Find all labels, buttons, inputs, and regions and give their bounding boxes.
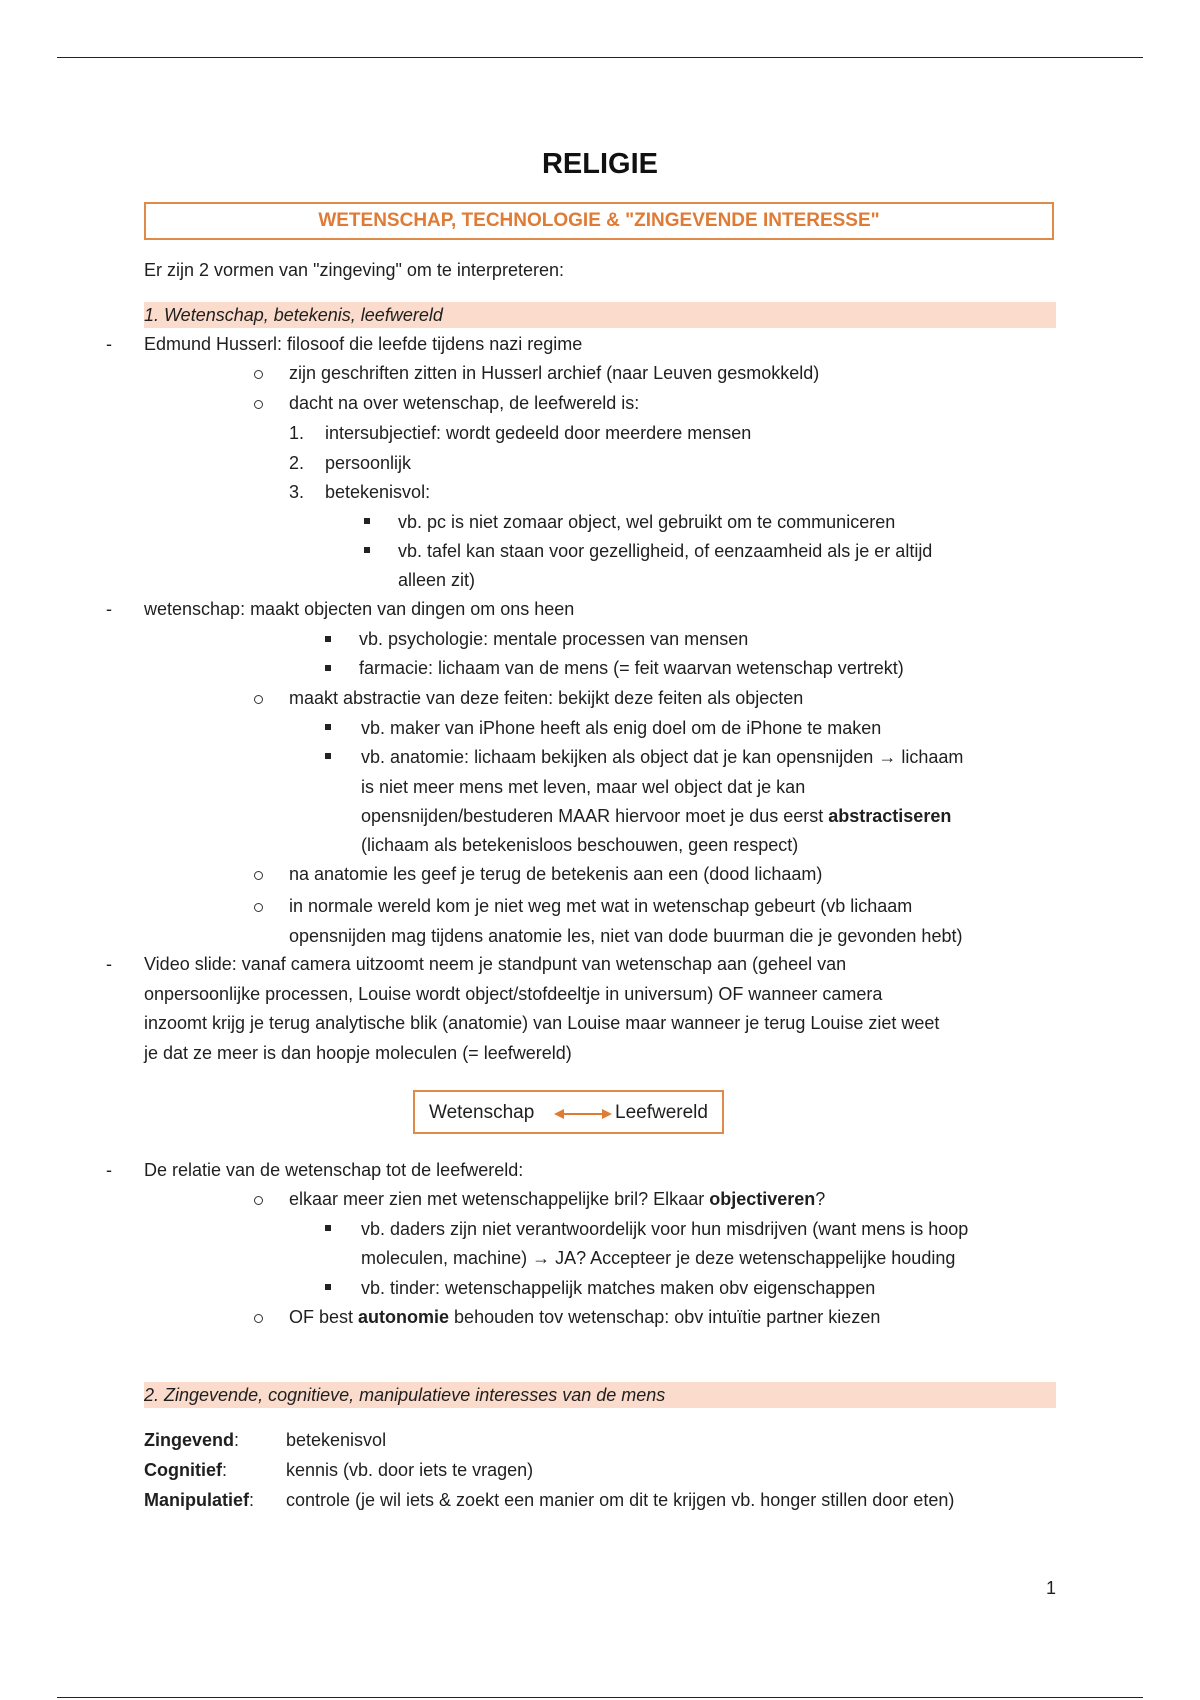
- objectify-bold: objectiveren: [709, 1189, 816, 1209]
- example-offenders-2: moleculen, machine) → JA? Accepteer je deze wetenschappelijke houding: [361, 1248, 956, 1268]
- sub-normal-world: in normale wereld kom je niet weg met wat in wetenschap gebeurt (vb lichaam: [289, 896, 913, 916]
- section1-heading: 1. Wetenschap, betekenis, leefwereld: [144, 305, 443, 325]
- section-banner: WETENSCHAP, TECHNOLOGIE & "ZINGEVENDE INTERESSE": [144, 202, 1054, 240]
- square-bullet: [364, 518, 370, 524]
- example-anatomy: vb. anatomie: lichaam bekijken als object dat je kan opensnijden → lichaam: [361, 747, 964, 767]
- sub-autonomy: [289, 1306, 880, 1328]
- def-term: Cognitief: [144, 1460, 222, 1480]
- circle-bullet: [254, 1314, 263, 1323]
- dash-bullet: -: [106, 1160, 112, 1180]
- item-intersubjective: intersubjectief: wordt gedeeld door meerdere mensen: [325, 423, 752, 443]
- def-colon: :: [249, 1490, 255, 1510]
- circle-bullet: [254, 871, 263, 880]
- def-colon: :: [234, 1430, 240, 1450]
- def-cognitief-desc: kennis (vb. door iets te vragen): [286, 1460, 534, 1480]
- diagram-left-label: Wetenschap: [429, 1102, 535, 1123]
- circle-bullet: [254, 370, 263, 379]
- square-bullet: [325, 1284, 331, 1290]
- example-offenders: vb. daders zijn niet verantwoordelijk voor hun misdrijven (want mens is hoop: [361, 1219, 969, 1239]
- header-rule: [57, 57, 1143, 58]
- example-anatomy-4: (lichaam als betekenisloos beschouwen, geen respect): [361, 835, 799, 855]
- diagram-right-label: Leefwereld: [615, 1102, 708, 1123]
- video-slide-1: Video slide: vanaf camera uitzoomt neem je standpunt van wetenschap aan (geheel van: [144, 954, 847, 974]
- anatomy-text: opensnijden/bestuderen MAAR hiervoor moet je dus eerst: [361, 806, 829, 826]
- anatomy-bold: abstractiseren: [828, 806, 952, 826]
- sub-after-anatomy: na anatomie les geef je terug de betekenis aan een (dood lichaam): [289, 864, 823, 884]
- example-table-cont: alleen zit): [398, 570, 476, 590]
- intro-text: Er zijn 2 vormen van "zingeving" om te interpreteren:: [144, 260, 564, 280]
- page-number: 1: [1046, 1578, 1057, 1598]
- square-bullet: [325, 665, 331, 671]
- sub-lifeworld: dacht na over wetenschap, de leefwereld is:: [289, 393, 640, 413]
- dash-bullet: -: [106, 954, 112, 974]
- circle-bullet: [254, 1196, 263, 1205]
- circle-bullet: [254, 400, 263, 409]
- video-slide-2: onpersoonlijke processen, Louise wordt object/stofdeeltje in universum) OF wanneer camera: [144, 984, 883, 1004]
- circle-bullet: [254, 903, 263, 912]
- science-lifeworld-diagram: [413, 1090, 724, 1134]
- sub-objectify: [289, 1188, 825, 1210]
- autonomy-bold: autonomie: [358, 1307, 450, 1327]
- item-meaningful: betekenisvol:: [325, 482, 431, 502]
- item-personal: persoonlijk: [325, 453, 412, 473]
- sub-archive: zijn geschriften zitten in Husserl archief (naar Leuven gesmokkeld): [289, 363, 820, 383]
- dash-bullet: -: [106, 599, 112, 619]
- example-pc: vb. pc is niet zomaar object, wel gebruikt om te communiceren: [398, 512, 896, 532]
- example-iphone: vb. maker van iPhone heeft als enig doel om de iPhone te maken: [361, 718, 882, 738]
- page-title: RELIGIE: [541, 148, 658, 180]
- def-zingevend-desc: betekenisvol: [286, 1430, 387, 1450]
- sub-abstraction: maakt abstractie van deze feiten: bekijkt deze feiten als objecten: [289, 688, 804, 708]
- def-manipulatief-desc: controle (je wil iets & zoekt een manier om dit te krijgen vb. honger stillen door eten): [286, 1490, 955, 1510]
- bullet-science: wetenschap: maakt objecten van dingen om ons heen: [144, 599, 575, 619]
- list-number: 2.: [289, 453, 305, 473]
- section2-heading: 2. Zingevende, cognitieve, manipulatieve interesses van de mens: [144, 1385, 666, 1405]
- example-psychology: vb. psychologie: mentale processen van mensen: [359, 629, 749, 649]
- objectify-text: elkaar meer zien met wetenschappelijke bril? Elkaar: [289, 1189, 710, 1209]
- double-arrow-icon: [552, 1101, 614, 1127]
- bullet-relation: De relatie van de wetenschap tot de leefwereld:: [144, 1160, 524, 1180]
- example-anatomy-2: is niet meer mens met leven, maar wel object dat je kan: [361, 777, 806, 797]
- dash-bullet: -: [106, 334, 112, 354]
- list-number: 3.: [289, 482, 305, 502]
- autonomy-end: behouden tov wetenschap: obv intuïtie partner kiezen: [449, 1307, 881, 1327]
- square-bullet: [325, 724, 331, 730]
- video-slide-4: je dat ze meer is dan hoopje moleculen (= leefwereld): [144, 1043, 572, 1063]
- objectify-end: ?: [815, 1189, 826, 1209]
- example-tinder: vb. tinder: wetenschappelijk matches maken obv eigenschappen: [361, 1278, 876, 1298]
- square-bullet: [325, 636, 331, 642]
- example-table: vb. tafel kan staan voor gezelligheid, of eenzaamheid als je er altijd: [398, 541, 933, 561]
- list-number: 1.: [289, 423, 305, 443]
- sub-normal-world-2: opensnijden mag tijdens anatomie les, niet van dode buurman die je gevonden hebt): [289, 926, 963, 946]
- circle-bullet: [254, 695, 263, 704]
- def-term: Zingevend: [144, 1430, 235, 1450]
- square-bullet: [364, 547, 370, 553]
- video-slide-3: inzoomt krijg je terug analytische blik (anatomie) van Louise maar wanneer je terug Louise ziet weet: [144, 1013, 940, 1033]
- def-colon: :: [222, 1460, 228, 1480]
- def-zingevend: [144, 1429, 239, 1451]
- square-bullet: [325, 1225, 331, 1231]
- def-cognitief: [144, 1459, 227, 1481]
- def-manipulatief: [144, 1489, 254, 1511]
- example-pharmacy: farmacie: lichaam van de mens (= feit waarvan wetenschap vertrekt): [359, 658, 904, 678]
- square-bullet: [325, 753, 331, 759]
- def-term: Manipulatief: [144, 1490, 250, 1510]
- footer-rule: [57, 1697, 1143, 1698]
- bullet-husserl: Edmund Husserl: filosoof die leefde tijdens nazi regime: [144, 334, 583, 354]
- autonomy-text: OF best: [289, 1307, 359, 1327]
- example-anatomy-3: [361, 805, 951, 827]
